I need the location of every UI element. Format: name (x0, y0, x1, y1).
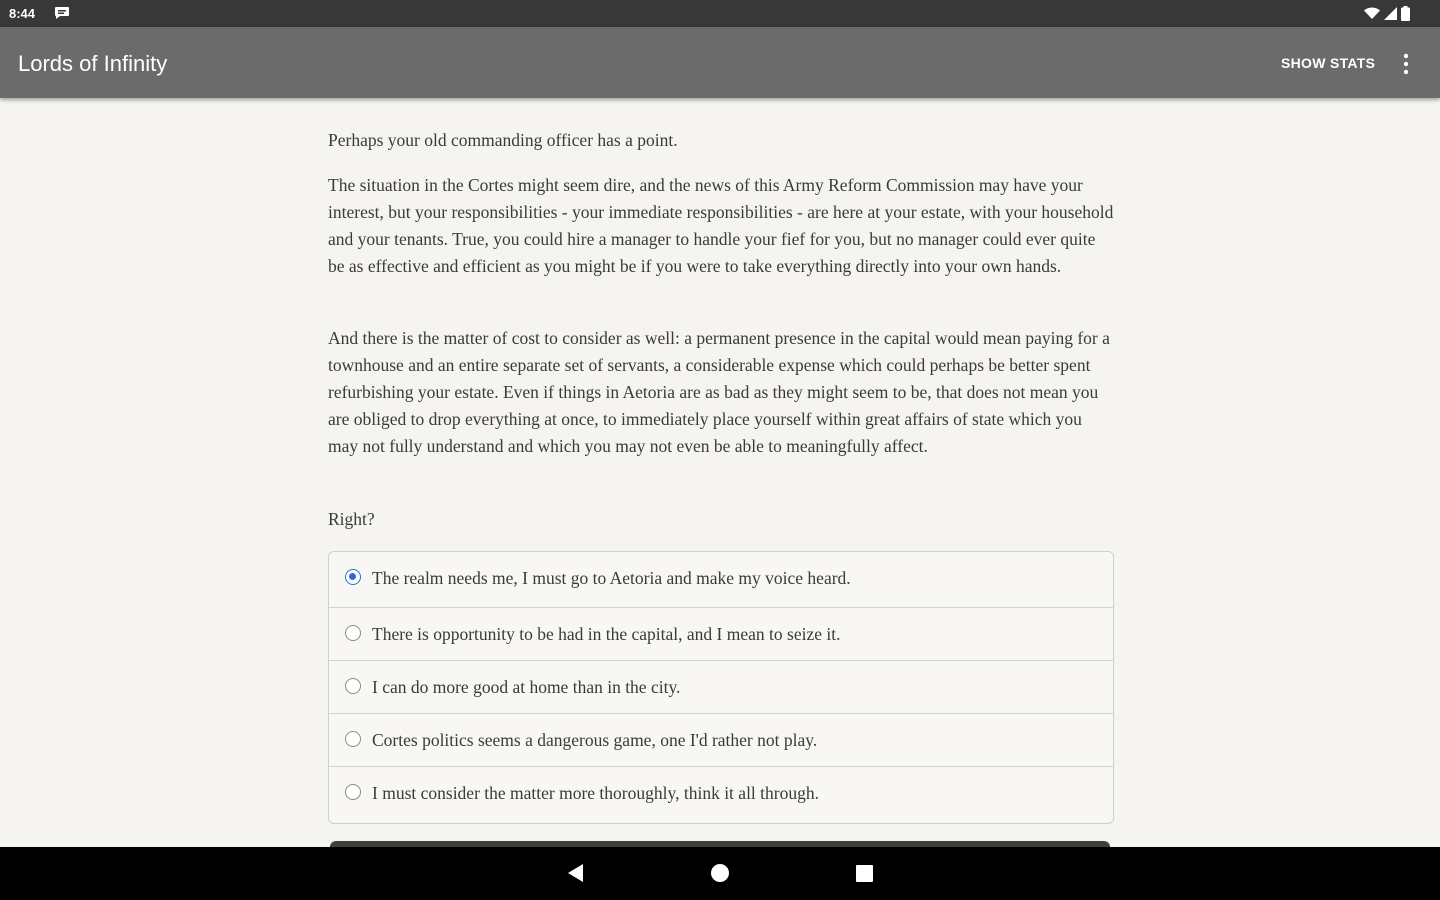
battery-icon (1401, 6, 1410, 21)
story-content (328, 98, 1114, 847)
choice-option-2[interactable] (329, 607, 1113, 660)
radio-button[interactable] (345, 625, 361, 641)
choice-label: The realm needs me, I must go to Aetoria and make my voice heard. (372, 568, 851, 588)
story-paragraph: And there is the matter of cost to consider as well: a permanent presence in the capital would mean paying for a townhouse and an entire separate set of servants, a considerable expense which could perhaps be better spent refurbishing your estate. Even if things in Aetoria are as bad as they might seem to be, that does not mean you are obliged to drop everything at once, to immediately place yourself within great affairs of state which you may not fully understand and which you may not even be able to meaningfully affect. (328, 328, 1110, 456)
radio-button[interactable] (345, 731, 361, 747)
signal-icon (1384, 7, 1397, 20)
app-bar (0, 27, 1440, 98)
radio-button[interactable] (345, 569, 361, 585)
radio-button[interactable] (345, 678, 361, 694)
choice-list (328, 551, 1114, 824)
wifi-icon (1364, 7, 1380, 20)
story-paragraph: Perhaps your old commanding officer has a point. (328, 130, 678, 150)
story-paragraph: Right? (328, 509, 375, 529)
choice-label: I can do more good at home than in the city. (372, 677, 681, 697)
radio-button[interactable] (345, 784, 361, 800)
home-icon[interactable] (708, 861, 732, 885)
story-paragraph: The situation in the Cortes might seem dire, and the news of this Army Reform Commission may have your interest, but your responsibilities - your immediate responsibilities - are here at your estate, with your household and your tenants. True, you could hire a manager to handle your fief for you, but no manager could ever quite be as effective and efficient as you might be if you were to take everything directly into your own hands. (328, 175, 1114, 276)
choice-option-5[interactable] (329, 766, 1113, 819)
recents-icon[interactable] (852, 861, 876, 885)
system-icons (1364, 6, 1410, 21)
status-time: 8:44 (9, 6, 36, 21)
choice-option-1[interactable] (329, 552, 1113, 607)
choice-option-4[interactable] (329, 713, 1113, 766)
app-title: Lords of Infinity (18, 51, 168, 76)
show-stats-button[interactable]: SHOW STATS (1281, 55, 1376, 71)
choice-option-3[interactable] (329, 660, 1113, 713)
status-bar (0, 0, 1440, 27)
choice-label: There is opportunity to be had in the capital, and I mean to seize it. (372, 624, 841, 644)
chat-icon (54, 6, 70, 20)
choice-label: I must consider the matter more thoroughly, think it all through. (372, 783, 819, 803)
navigation-bar (0, 847, 1440, 900)
choice-label: Cortes politics seems a dangerous game, one I'd rather not play. (372, 730, 818, 750)
back-icon[interactable] (564, 861, 588, 885)
more-vert-icon[interactable] (1398, 53, 1414, 75)
